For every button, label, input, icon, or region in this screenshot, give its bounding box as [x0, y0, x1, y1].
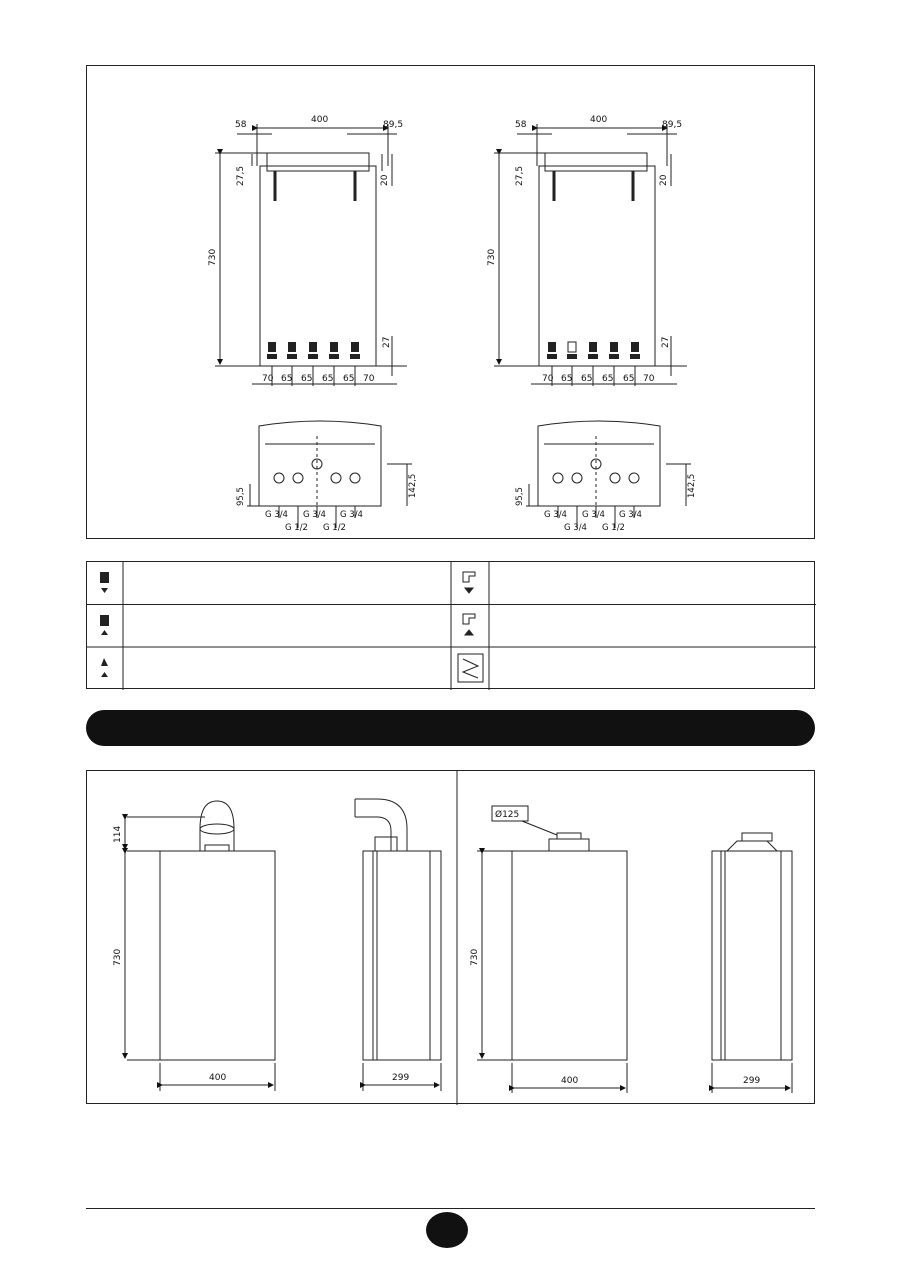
heat-exchanger-icon [458, 654, 483, 682]
r-spacing-6-label: 70 [643, 374, 655, 384]
left-side-unit [355, 799, 441, 1091]
right-front-fittings [547, 342, 640, 359]
gas-inlet-icon [101, 658, 108, 677]
spacing-2-label: 65 [281, 374, 293, 384]
r-bracket-height-label: 27,5 [515, 165, 525, 186]
r-spacing-3-label: 65 [581, 374, 593, 384]
spacing-1-label: 70 [262, 374, 274, 384]
width-label: 400 [311, 115, 329, 125]
r-spacing-4-label: 65 [602, 374, 614, 384]
cold-water-inlet-icon [463, 614, 475, 635]
height-label: 730 [208, 248, 218, 266]
legend-grid [87, 562, 816, 690]
r-bottom-left-dim-label: 95,5 [515, 487, 525, 506]
right-side-unit [712, 833, 792, 1093]
bottom-left-dim-label: 95,5 [236, 487, 246, 506]
connections-panel [86, 65, 815, 539]
r-right-offset-label: 89,5 [662, 120, 683, 130]
r-bracket-right-label: 20 [659, 174, 669, 186]
thread-l5: G 1/2 [323, 523, 346, 533]
r-left-offset-label: 58 [515, 120, 527, 130]
r-bottom-right-label: 27 [661, 336, 671, 348]
thread-r4: G 3/4 [564, 523, 587, 533]
page-number-badge [426, 1212, 468, 1248]
right-height-label: 730 [470, 948, 480, 966]
thread-l1: G 3/4 [265, 510, 288, 520]
flue-diameter-label: Ø125 [495, 810, 520, 820]
r-bottom-right-dim-label: 142,5 [687, 473, 697, 498]
radiator-flow-icon [100, 572, 109, 593]
left-front-unit [125, 801, 275, 1091]
r-spacing-2-label: 65 [561, 374, 573, 384]
r-spacing-1-label: 70 [542, 374, 554, 384]
left-front-fittings [267, 342, 360, 359]
right-width-label: 400 [561, 1076, 579, 1086]
bottom-right-label: 27 [382, 336, 392, 348]
bracket-right-label: 20 [380, 174, 390, 186]
legend-table [86, 561, 815, 689]
spacing-4-label: 65 [322, 374, 334, 384]
thread-l2: G 3/4 [303, 510, 326, 520]
hot-water-outlet-icon [463, 572, 475, 593]
r-height-label: 730 [487, 248, 497, 266]
bottom-right-dim-label: 142,5 [408, 473, 418, 498]
thread-r3: G 3/4 [619, 510, 642, 520]
thread-l4: G 1/2 [285, 523, 308, 533]
spacing-6-label: 70 [363, 374, 375, 384]
dimensions-panel [86, 770, 815, 1104]
thread-l3: G 3/4 [340, 510, 363, 520]
thread-r2: G 3/4 [582, 510, 605, 520]
section-header-bar [86, 710, 815, 746]
left-width-label: 400 [209, 1073, 227, 1083]
thread-r5: G 1/2 [602, 523, 625, 533]
r-width-label: 400 [590, 115, 608, 125]
flue-height-label: 114 [113, 825, 123, 843]
left-offset-label: 58 [235, 120, 247, 130]
connections-drawing [87, 66, 816, 540]
spacing-3-label: 65 [301, 374, 313, 384]
spacing-5-label: 65 [343, 374, 355, 384]
thread-r1: G 3/4 [544, 510, 567, 520]
right-depth-label: 299 [743, 1076, 761, 1086]
radiator-return-icon [100, 615, 109, 635]
left-depth-label: 299 [392, 1073, 410, 1083]
right-offset-label: 89,5 [383, 120, 404, 130]
r-spacing-5-label: 65 [623, 374, 635, 384]
left-height-label: 730 [113, 948, 123, 966]
bracket-height-label: 27,5 [236, 165, 246, 186]
right-front-unit [477, 806, 627, 1093]
dimensions-drawing [87, 771, 816, 1105]
footer-rule [86, 1208, 815, 1209]
